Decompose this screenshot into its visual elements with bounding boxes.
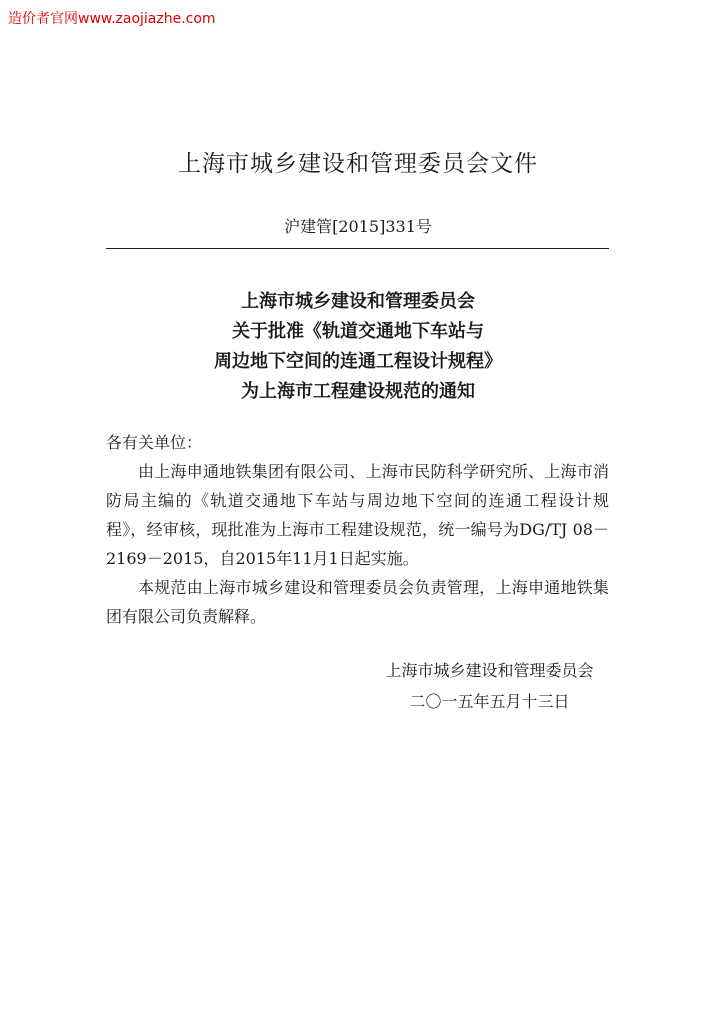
issuer-header: 上海市城乡建设和管理委员会文件 [178,151,538,177]
title-line: 上海市城乡建设和管理委员会 [241,291,475,312]
title-line: 周边地下空间的连通工程设计规程》 [214,351,502,372]
notice-body [106,428,609,631]
title-line: 为上海市工程建设规范的通知 [241,381,475,402]
title-line: 关于批准《轨道交通地下车站与 [232,321,484,342]
signature-block [370,655,609,717]
watermark-link[interactable]: 造价者官网www.zaojiazhe.com [8,11,216,27]
addressee: 各有关单位： [106,433,203,452]
signature-date: 二〇一五年五月十三日 [409,692,570,711]
body-paragraph: 本规范由上海市城乡建设和管理委员会负责管理，上海申通地铁集团有限公司负责解释。 [106,578,609,626]
notice-title [0,287,716,407]
header-divider [106,248,609,249]
body-paragraph: 由上海申通地铁集团有限公司、上海市民防科学研究所、上海市消防局主编的《轨道交通地下车站与周边地下空间的连通工程设计规程》，经审核，现批准为上海市工程建设规范，统一编号为DG/TJ 08－2169－2015，自2015年11月1日起实施。 [106,462,609,568]
document-number: 沪建管[2015]331号 [284,217,432,236]
signature-organization: 上海市城乡建设和管理委员会 [385,661,594,680]
